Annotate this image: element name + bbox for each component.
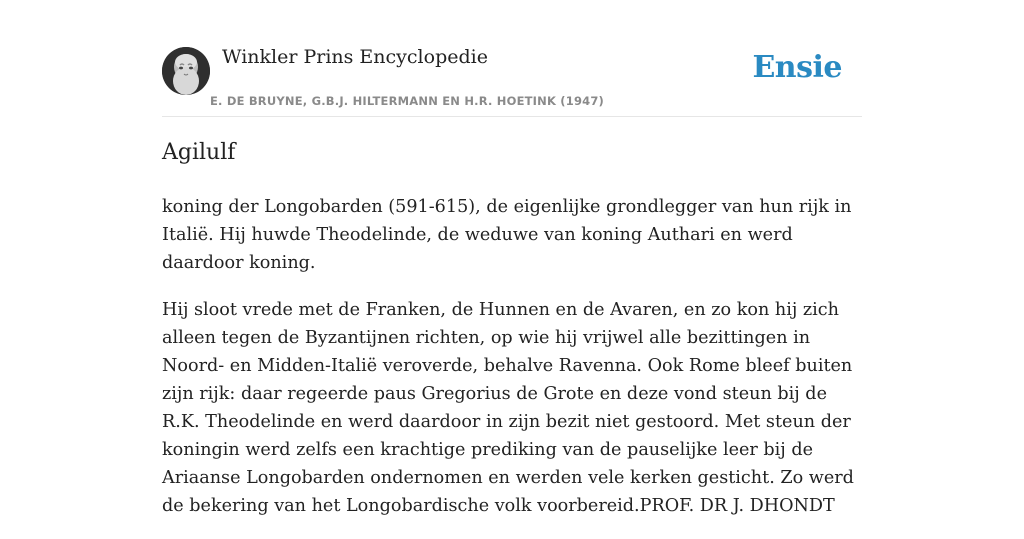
article-body	[162, 193, 867, 539]
source-header	[162, 0, 862, 117]
source-title[interactable]: Winkler Prins Encyclopedie	[222, 46, 488, 68]
article-title: Agilulf	[162, 140, 236, 165]
author-portrait-icon	[162, 47, 210, 95]
author-avatar[interactable]	[162, 47, 210, 95]
article-paragraph: koning der Longobarden (591-615), de eigenlijke grondlegger van hun rijk in Italië. Hij huwde Theodelinde, de weduwe van koning Authari en werd daardoor koning.	[162, 197, 852, 273]
source-authors: E. DE BRUYNE, G.B.J. HILTERMANN EN H.R. HOETINK (1947)	[210, 94, 605, 108]
article-paragraph: Hij sloot vrede met de Franken, de Hunnen en de Avaren, en zo kon hij zich alleen tegen de Byzantijnen richten, op wie hij vrijwel alle bezittingen in Noord- en Midden-Italië veroverde, behalve Ravenna. Ook Rome bleef buiten zijn rijk: daar regeerde paus Gregorius de Grote en deze vond steun bij de R.K. Theodelinde en werd daardoor in zijn bezit niet gestoord. Met steun der koningin werd zelfs een krachtige prediking van de pauselijke leer bij de Ariaanse Longobarden ondernomen en werden vele kerken gesticht. Zo werd de bekering van het Longobardische volk voorbereid.PROF. DR J. DHONDT	[162, 300, 854, 516]
ensie-logo-link[interactable]: Ensie	[752, 50, 842, 85]
article-page	[162, 0, 862, 516]
